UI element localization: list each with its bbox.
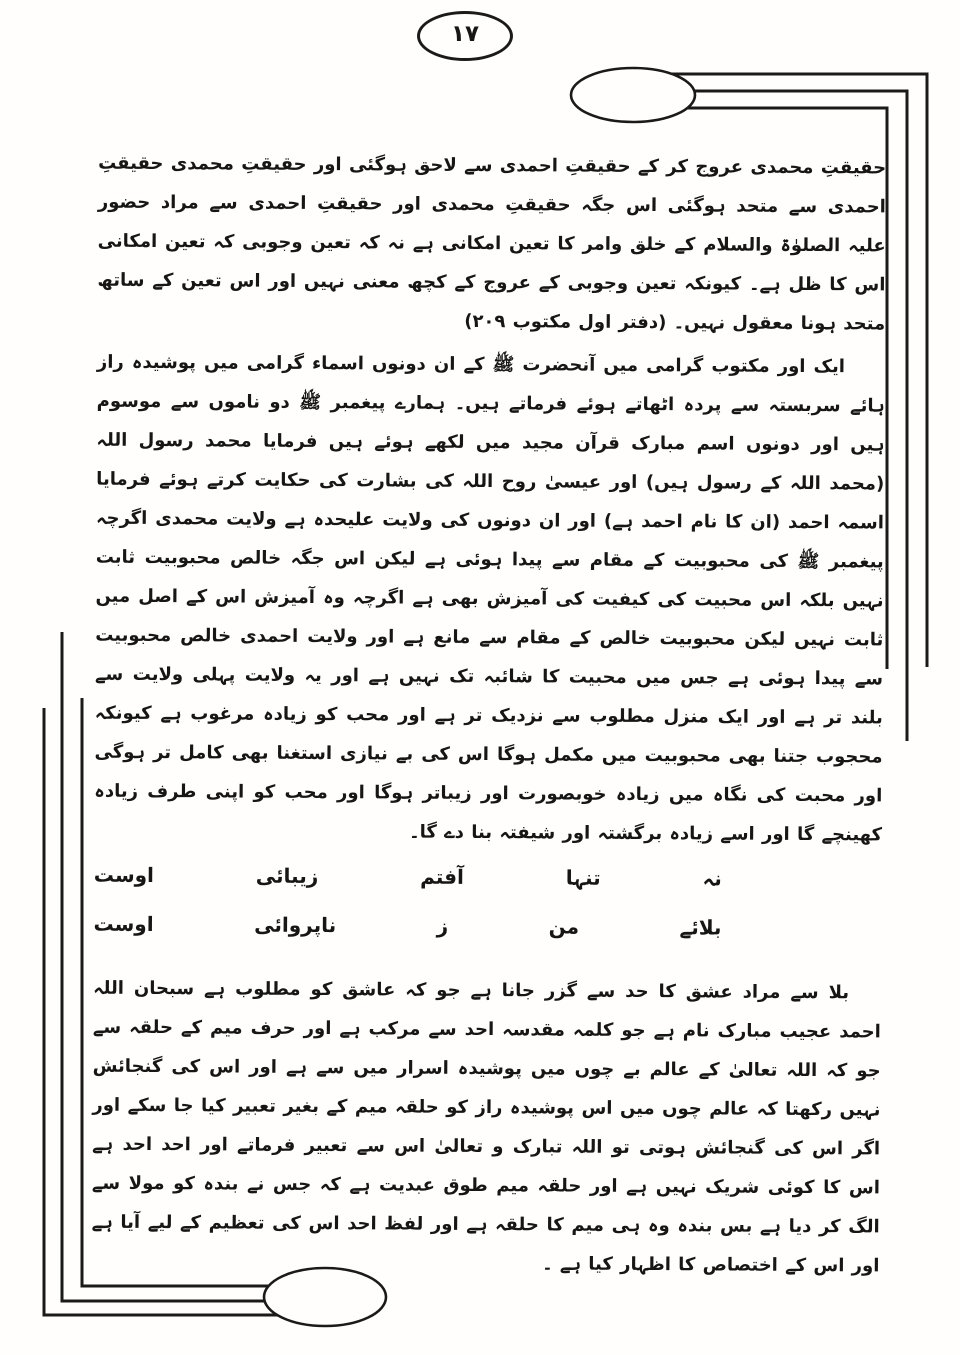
couplet-word: من: [548, 913, 580, 939]
couplet-word: اوست: [93, 862, 155, 887]
couplet-word: بلائے: [679, 914, 722, 939]
couplet-word: اوست: [93, 911, 154, 936]
paragraph-two-names: ایک اور مکتوب گرامی میں آنحضرت ﷺ کے ان دونوں اسماء گرامی میں پوشیدہ راز ہائے سربستہ سے پردہ اٹھاتے ہوئے فرماتے ہیں۔ ہمارے پیغمبر ﷺ دو ناموں سے موسوم ہیں اور دونوں اسم مبارک قرآن مجید میں لکھے ہوئے ہیں فرمایا محمد رسول اللہ (محمد اللہ کے رسول ہیں) اور عیسیٰ روح اللہ کی بشارت کی حکایت کرتے ہوئے فرمایا اسمہ احمد (ان کا نام احمد ہے) اور ان دونوں کی ولایت علیحدہ ہے ولایت محمدی اگرچہ پیغمبر ﷺ کی محبوبیت کے مقام سے پیدا ہوئی ہے لیکن اس جگہ خالص محبوبیت ثابت نہیں بلکہ اس محبیت کی کیفیت کی آمیزش بھی ہے اگرچہ وہ آمیزش اس کے اصل میں ثابت نہیں لیکن محبوبیت خالص کے مقام سے مانع ہے اور ولایت احمدی خالص محبوبیت سے پیدا ہوئی ہے جس میں محبیت کا شائبہ تک نہیں ہے اور یہ ولایت پہلی ولایت سے بلند تر ہے اور ایک منزل مطلوب سے نزدیک تر ہے اور محب کو زیادہ مرغوب ہے کیونکہ محجوب جتنا بھی محبوبیت میں مکمل ہوگا اس کی بے نیازی استغنا بھی کامل تر ہوگی اور محبت کی نگاہ میں زیادہ خوبصورت اور زیباتر ہوگا اور محب کو اپنی طرف زیادہ کھینچے گا اور اسے زیادہ برگشتہ اور شیفتہ بنا دے گا۔: [94, 351, 885, 846]
paragraph-maktub-quote: حقیقتِ محمدی عروج کر کے حقیقتِ احمدی سے لاحق ہوگئی اور حقیقتِ محمدی حقیقتِ احمدی سے متحد ہوگئی اس جگہ حقیقتِ محمدی اور حقیقتِ احمدی سے مراد حضور علیہ الصلوٰۃ والسلام کے خلق وامر کا تعین امکانی ہے نہ کہ تعین وجوبی کہ تعین امکانی اس کا ظل ہے۔ کیونکہ تعین وجوبی کے عروج کے کچھ معنی نہیں اور اس تعین کے ساتھ متحد ہونا معقول نہیں۔ (دفتر اول مکتوب ۲۰۹): [97, 152, 887, 335]
couplet-line-2: [93, 899, 721, 952]
couplet-word: ناپروائی: [254, 912, 337, 937]
couplet-line-1: [94, 850, 722, 903]
couplet-word: زیبائی: [255, 863, 319, 888]
couplet-word: ز: [436, 913, 449, 938]
couplet-word: آفتم: [420, 864, 465, 889]
persian-couplet: [93, 850, 722, 952]
couplet-word: نہ: [702, 865, 722, 890]
couplet-word: تنہا: [565, 865, 601, 890]
paragraph-meaning-of-bala: بلا سے مراد عشق کا حد سے گزر جانا ہے جو کہ عاشق کو مطلوب ہے سبحان اللہ احمد عجیب مبارک نام ہے جو کلمہ مقدسہ احد سے مرکب ہے اور حرف میم کے حلقہ سے جو کہ اللہ تعالیٰ کے عالم بے چوں میں پوشیدہ اسرار میں سے ہے اور اس کی گنجائش نہیں رکھتا کہ عالم چوں میں اس پوشیدہ راز کو حلقہ میم کے بغیر تعبیر کیا جا سکے اور اگر اس کی گنجائش ہوتی تو اللہ تبارک و تعالیٰ اس سے تعبیر فرماتے اور احد احد ہے اس کا کوئی شریک نہیں ہے اور حلقہ میم طوق عبدیت ہے کہ جس نے بندہ کو مولا سے الگ کر دیا ہے بس بندہ وہ ہی میم کا حلقہ ہے اور لفظ احد اس کی تعظیم کے لیے آیا ہے اور اس کے اختصاص کا اظہار کیا ہے ۔: [91, 977, 881, 1277]
page-number: ١٧: [450, 20, 480, 47]
